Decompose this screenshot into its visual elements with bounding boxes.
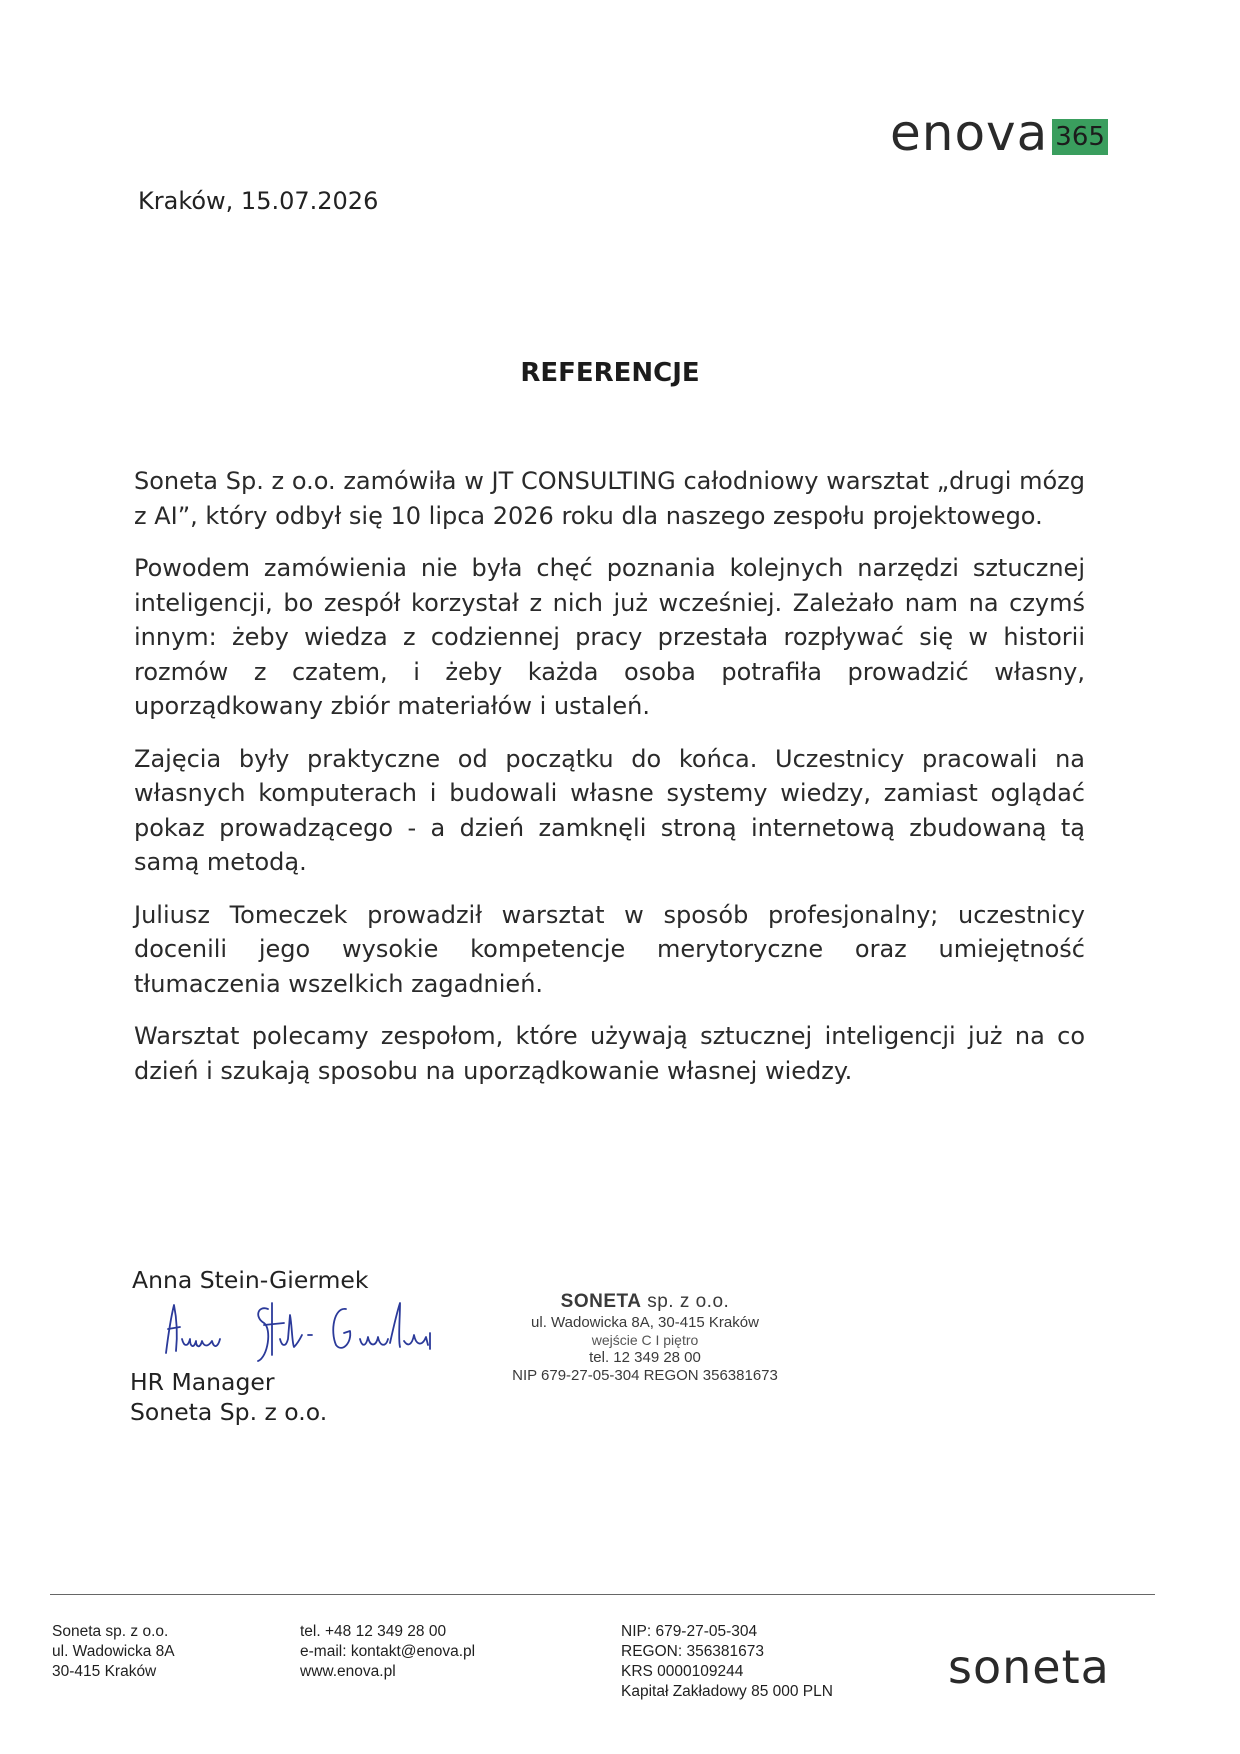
stamp-company-form: sp. z o.o. (641, 1291, 730, 1312)
signatory-name: Anna Stein-Giermek (132, 1266, 369, 1294)
footer-capital: Kapitał Zakładowy 85 000 PLN (621, 1683, 833, 1700)
footer-phone: tel. +48 12 349 28 00 (300, 1623, 447, 1640)
footer-contact-column (300, 1622, 475, 1682)
footer-city: 30-415 Kraków (52, 1663, 157, 1680)
company-stamp (500, 1290, 790, 1385)
soneta-logo: soneta (948, 1640, 1110, 1694)
paragraph-1: Soneta Sp. z o.o. zamówiła w JT CONSULTING całodniowy warsztat „drugi mózg z AI”, który odbył się 10 lipca 2026 roku dla naszego zespołu projektowego. (134, 467, 1085, 530)
footer-company: Soneta sp. z o.o. (52, 1623, 169, 1640)
stamp-company (500, 1290, 790, 1314)
signatory-role: HR Manager (130, 1368, 275, 1396)
letter-title: REFERENCJE (520, 358, 700, 388)
footer-address-column (52, 1622, 175, 1682)
footer-krs: KRS 0000109244 (621, 1663, 744, 1680)
stamp-ids: NIP 679-27-05-304 REGON 356381673 (512, 1367, 778, 1384)
signatory-company: Soneta Sp. z o.o. (130, 1398, 328, 1426)
paragraph-2: Powodem zamówienia nie była chęć poznania kolejnych narzędzi sztucznej inteligencji, bo zespół korzystał z nich już wcześniej. Zależało nam na czymś innym: żeby wiedza z codziennej pracy przestała rozpływać się w historii rozmów z czatem, i żeby każda osoba potrafiła prowadzić własny, uporządkowany zbiór materiałów i ustaleń. (134, 554, 1085, 720)
footer-divider (50, 1594, 1155, 1595)
stamp-phone: tel. 12 349 28 00 (589, 1349, 701, 1366)
footer-regon: REGON: 356381673 (621, 1643, 765, 1660)
enova-365-logo (890, 104, 1108, 162)
handwritten-signature (160, 1295, 440, 1369)
enova-logo-word: enova (890, 104, 1049, 162)
footer-website: www.enova.pl (300, 1663, 396, 1680)
footer-street: ul. Wadowicka 8A (52, 1643, 175, 1660)
enova-logo-badge: 365 (1052, 119, 1108, 155)
paragraph-4: Juliusz Tomeczek prowadził warsztat w sposób profesjonalny; uczestnicy docenili jego wysokie kompetencje merytoryczne oraz umiejętność tłumaczenia wszelkich zagadnień. (134, 900, 1085, 998)
letter-body (134, 464, 1085, 1106)
letter-date: Kraków, 15.07.2026 (138, 187, 379, 215)
paragraph-3: Zajęcia były praktyczne od początku do końca. Uczestnicy pracowali na własnych komputerach i budowali własne systemy wiedzy, zamiast oglądać pokaz prowadzącego - a dzień zamknęli stroną internetową zbudowaną tą samą metodą. (134, 744, 1085, 876)
stamp-address: ul. Wadowicka 8A, 30-415 Kraków (531, 1314, 759, 1331)
footer-nip: NIP: 679-27-05-304 (621, 1623, 758, 1640)
footer-email: e-mail: kontakt@enova.pl (300, 1643, 476, 1660)
footer-registry-column (621, 1622, 833, 1702)
stamp-entrance: wejście C I piętro (591, 1332, 699, 1348)
stamp-company-name: SONETA (560, 1291, 642, 1312)
paragraph-5: Warsztat polecamy zespołom, które używają sztucznej inteligencji już na co dzień i szukają sposobu na uporządkowanie własnej wiedzy. (134, 1022, 1085, 1085)
